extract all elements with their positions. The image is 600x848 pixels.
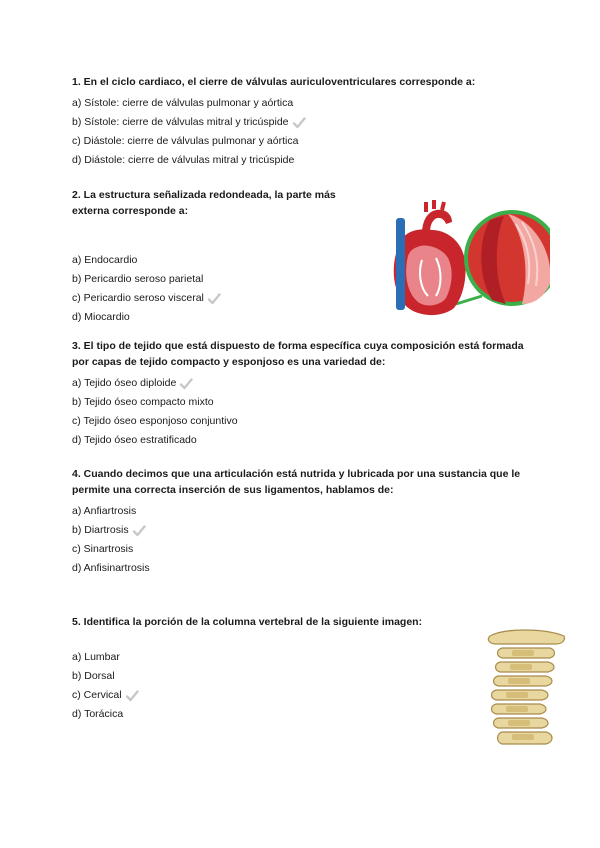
question-1	[72, 74, 532, 170]
question-title: 1. En el ciclo cardiaco, el cierre de válvulas auriculoventriculares corresponde a:	[72, 76, 476, 88]
option-d	[72, 308, 362, 327]
option-c	[72, 289, 362, 308]
option-c	[72, 412, 532, 431]
option-label: c) Cervical	[72, 689, 122, 701]
cervical-spine-illustration	[484, 626, 568, 754]
option-d	[72, 705, 472, 724]
option-label: c) Pericardio seroso visceral	[72, 292, 204, 304]
option-label: b) Sístole: cierre de válvulas mitral y tricúspide	[72, 116, 289, 128]
question-title: 4. Cuando decimos que una articulación está nutrida y lubricada por una sustancia que le permite una correcta inserción de sus ligamentos, hablamos de:	[72, 468, 521, 496]
heart-anatomy-illustration	[382, 200, 550, 325]
check-mark-icon	[179, 377, 193, 391]
check-mark-icon	[292, 116, 306, 130]
option-label: a) Tejido óseo diploide	[72, 377, 177, 389]
option-label: d) Miocardio	[72, 311, 130, 323]
option-a	[72, 502, 532, 521]
option-label: d) Torácica	[72, 708, 124, 720]
option-a	[72, 374, 532, 393]
option-label: b) Pericardio seroso parietal	[72, 273, 204, 285]
check-mark-icon	[132, 524, 146, 538]
option-label: d) Diástole: cierre de válvulas mitral y tricúspide	[72, 154, 295, 166]
option-a	[72, 648, 472, 667]
option-b	[72, 521, 532, 540]
check-mark-icon	[125, 689, 139, 703]
check-mark-icon	[207, 292, 221, 306]
option-label: b) Tejido óseo compacto mixto	[72, 396, 214, 408]
question-3	[72, 338, 532, 450]
option-b	[72, 393, 532, 412]
question-4	[72, 466, 532, 578]
option-label: a) Anfiartrosis	[72, 505, 137, 517]
option-c	[72, 132, 532, 151]
option-label: a) Sístole: cierre de válvulas pulmonar y aórtica	[72, 97, 294, 109]
option-label: a) Lumbar	[72, 651, 120, 663]
option-a	[72, 94, 532, 113]
option-label: d) Anfisinartrosis	[72, 562, 150, 574]
question-5	[72, 614, 472, 724]
question-title: 3. El tipo de tejido que está dispuesto de forma específica cuya composición está formada por capas de tejido compacto y esponjoso es una variedad de:	[72, 340, 524, 368]
question-2	[72, 187, 362, 327]
option-label: c) Tejido óseo esponjoso conjuntivo	[72, 415, 238, 427]
option-label: c) Diástole: cierre de válvulas pulmonar y aórtica	[72, 135, 299, 147]
option-d	[72, 559, 532, 578]
option-label: a) Endocardio	[72, 254, 138, 266]
option-a	[72, 251, 362, 270]
option-label: d) Tejido óseo estratificado	[72, 434, 197, 446]
option-b	[72, 667, 472, 686]
option-b	[72, 270, 362, 289]
option-label: b) Dorsal	[72, 670, 115, 682]
option-label: b) Diartrosis	[72, 524, 129, 536]
option-d	[72, 431, 532, 450]
option-d	[72, 151, 532, 170]
option-label: c) Sinartrosis	[72, 543, 134, 555]
option-c	[72, 540, 532, 559]
question-title: 2. La estructura señalizada redondeada, la parte más externa corresponde a:	[72, 189, 336, 217]
option-b	[72, 113, 532, 132]
question-title: 5. Identifica la porción de la columna vertebral de la siguiente imagen:	[72, 616, 423, 628]
option-c	[72, 686, 472, 705]
